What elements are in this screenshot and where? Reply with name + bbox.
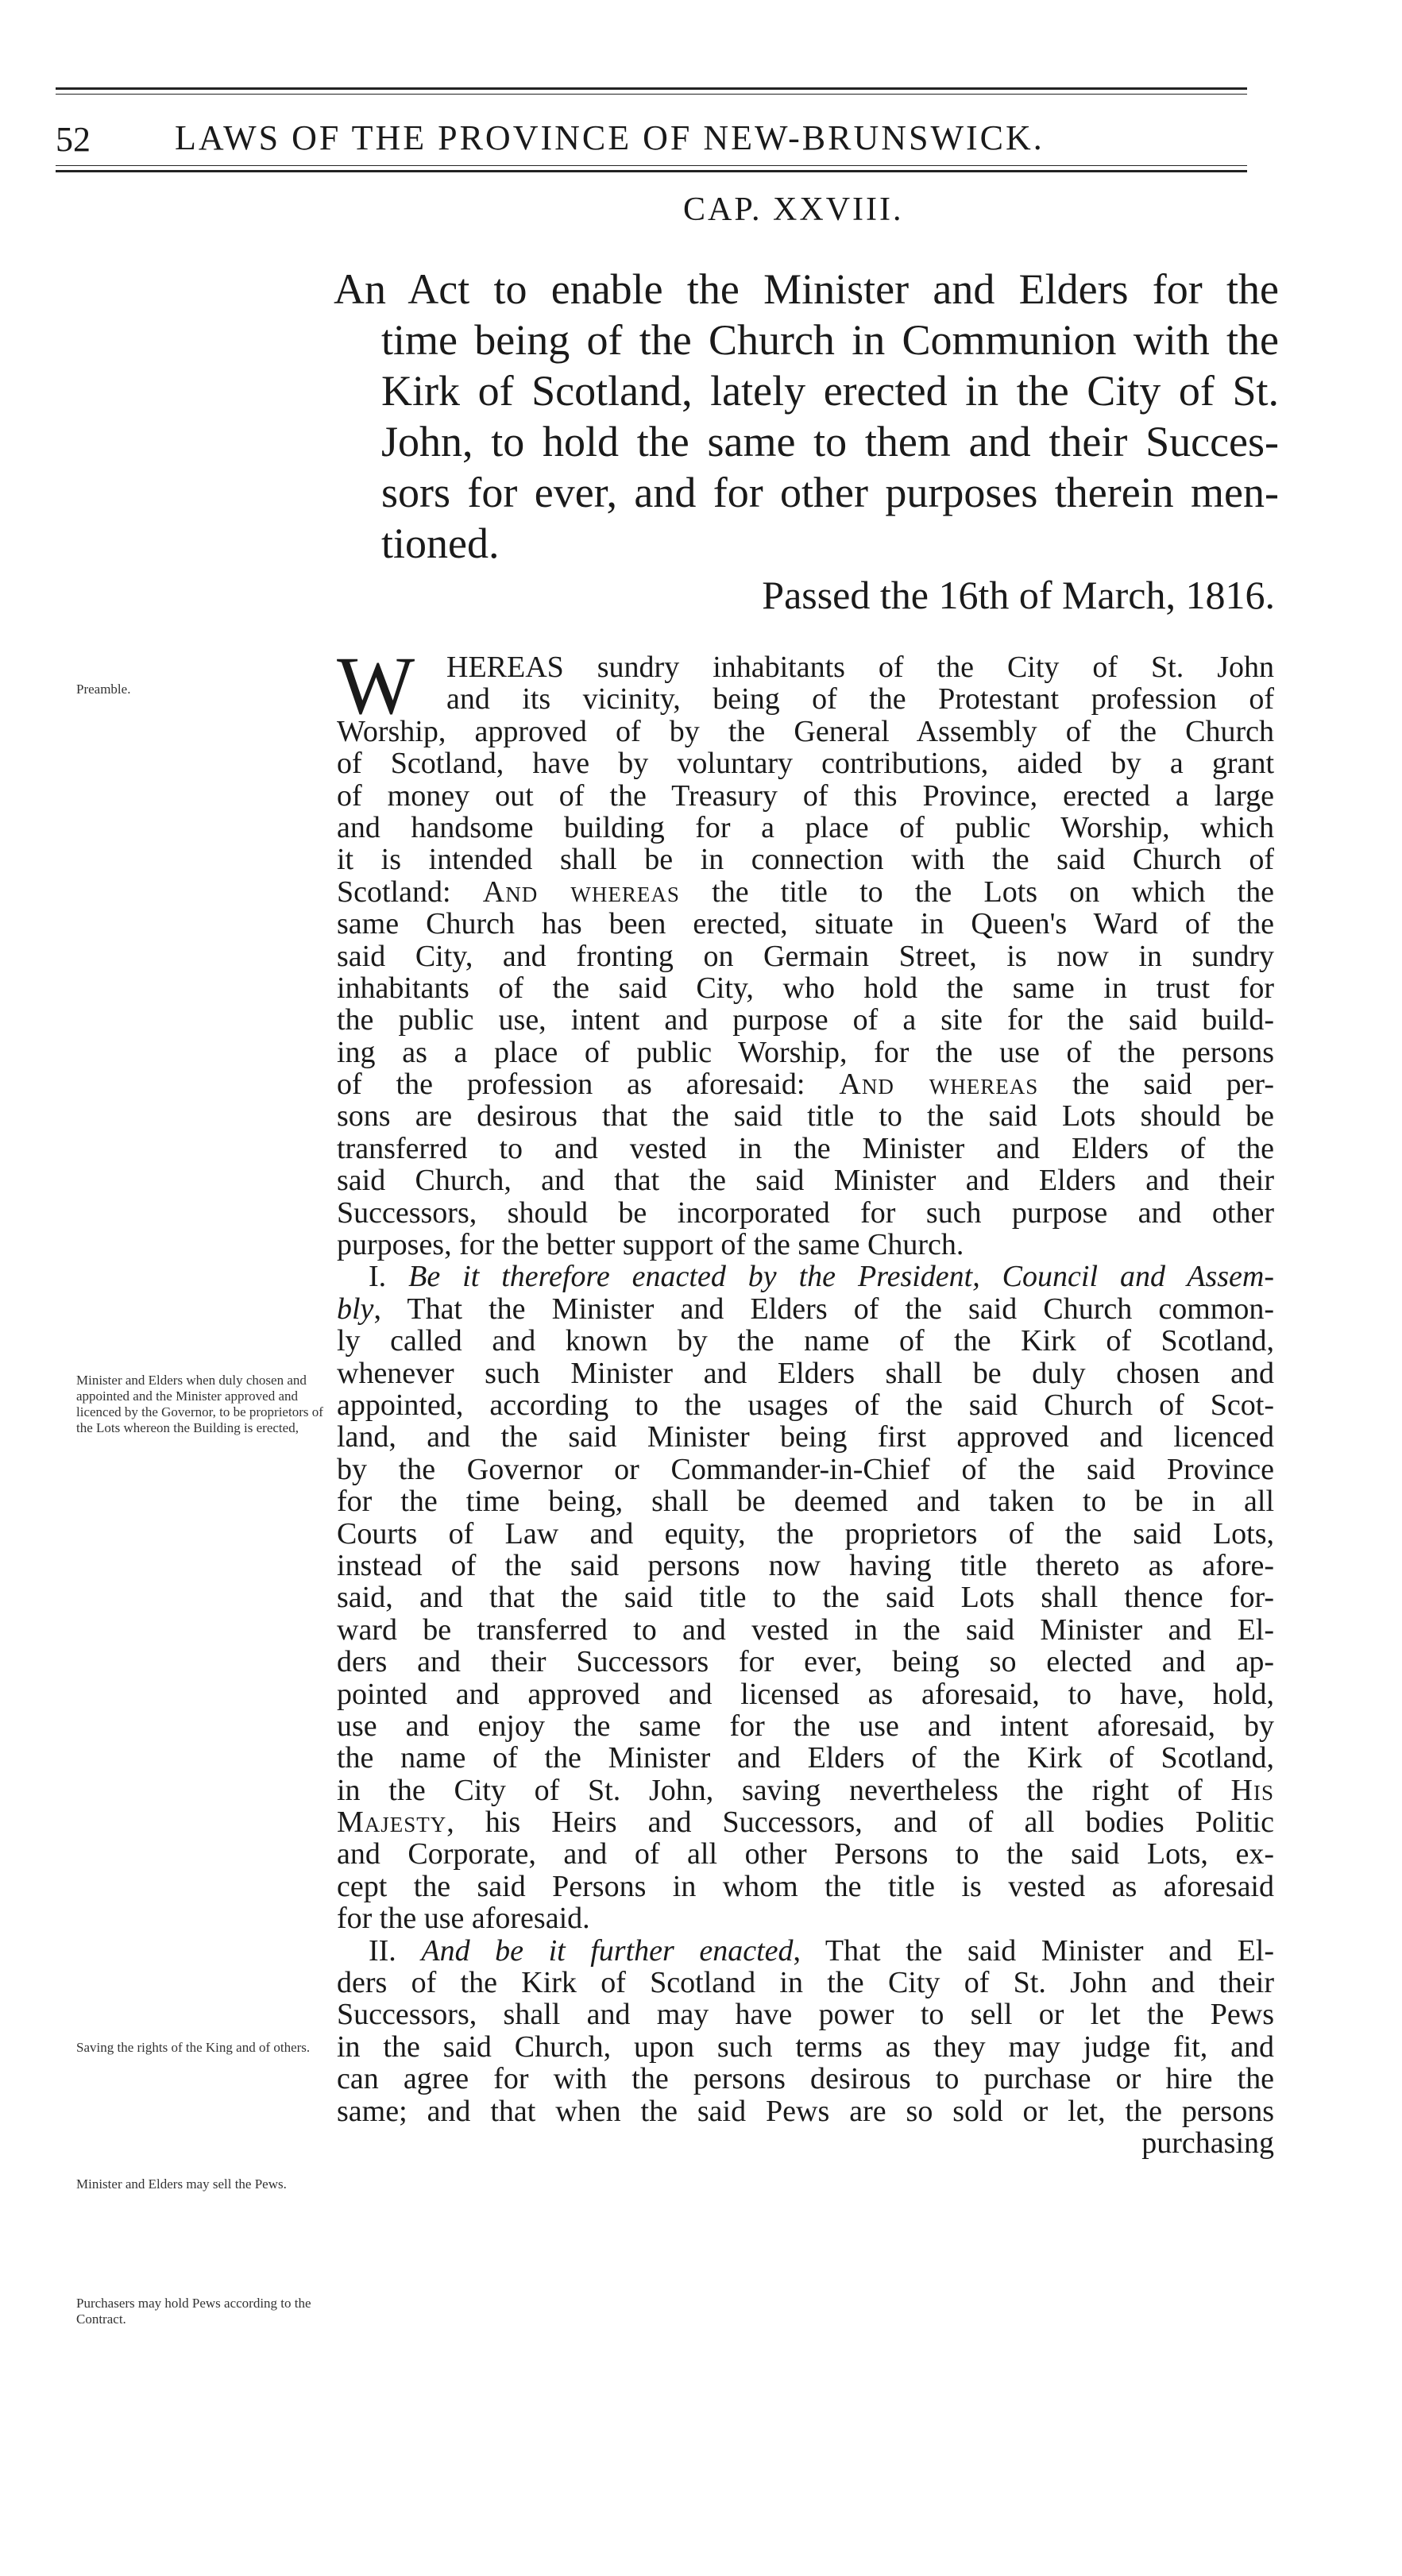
body-line: in the City of St. John, saving nevertheless the right of His <box>337 1774 1274 1807</box>
act-title-line: tioned. <box>381 519 500 567</box>
act-title-line: Kirk of Scotland, lately erected in the City of St. <box>381 367 1279 415</box>
body-line: for the use aforesaid. <box>337 1902 590 1935</box>
body-line: and handsome building for a place of public Worship, which <box>337 811 1274 844</box>
page-number: 52 <box>56 120 91 159</box>
body-line: ders and their Successors for ever, being so elected and ap- <box>337 1646 1274 1678</box>
body-line: pointed and approved and licensed as aforesaid, to have, hold, <box>337 1678 1274 1710</box>
body-line: ly called and known by the name of the Kirk of Scotland, <box>337 1325 1274 1358</box>
body-line: Courts of Law and equity, the proprietors of the said Lots, <box>337 1517 1274 1550</box>
body-line: same Church has been erected, situate in Queen's Ward of the <box>337 908 1274 940</box>
body-line: said, and that the said title to the said Lots shall thence for- <box>337 1582 1274 1614</box>
body-line: instead of the said persons now having title thereto as afore- <box>337 1549 1274 1582</box>
drop-cap: W <box>337 640 415 732</box>
body-line: Successors, should be incorporated for such purpose and other <box>337 1196 1274 1230</box>
body-line: use and enjoy the same for the use and intent aforesaid, by <box>337 1709 1274 1743</box>
running-head <box>56 87 1247 175</box>
body-line: Worship, approved of by the General Assembly of the Church <box>337 715 1274 748</box>
body-line: cept the said Persons in whom the title is vested as aforesaid <box>337 1870 1274 1903</box>
act-title <box>334 264 1279 569</box>
body-line: Majesty, his Heirs and Successors, and of all bodies Politic <box>337 1806 1274 1839</box>
body-line: of money out of the Treasury of this Province, erected a large <box>337 779 1274 812</box>
body-line: for the time being, shall be deemed and taken to be in all <box>337 1485 1274 1518</box>
body-line: HEREAS sundry inhabitants of the City of St. John <box>446 651 1274 684</box>
body-line: bly, That the Minister and Elders of the said Church common- <box>337 1292 1274 1326</box>
body-line: whenever such Minister and Elders shall be duly chosen and <box>337 1357 1274 1389</box>
act-title-line: time being of the Church in Communion with the <box>381 316 1279 364</box>
body-line: and its vicinity, being of the Protestant profession of <box>446 683 1274 716</box>
body-line: said City, and fronting on Germain Street, is now in sundry <box>337 940 1274 972</box>
body-line: I. Be it therefore enacted by the President, Council and Assem- <box>369 1261 1274 1293</box>
body-line: of the profession as aforesaid: And whereas the said per- <box>337 1068 1274 1101</box>
body-line: inhabitants of the said City, who hold the same in trust for <box>337 971 1274 1005</box>
act-title-line: sors for ever, and for other purposes therein men- <box>381 469 1279 516</box>
body-line: in the said Church, upon such terms as they may judge fit, and <box>337 2030 1274 2064</box>
margin-note-sell-pews: Minister and Elders may sell the Pews. <box>76 2176 287 2192</box>
margin-note-preamble: Preamble. <box>76 682 131 697</box>
margin-note-saving-rights: Saving the rights of the King and of others. <box>76 2040 311 2055</box>
body-line: land, and the said Minister being first approved and licenced <box>337 1421 1274 1454</box>
body-line: it is intended shall be in connection with the said Church of <box>337 844 1274 876</box>
body-line: ders of the Kirk of Scotland in the City of St. John and their <box>337 1967 1274 1999</box>
top-rule <box>56 87 1247 90</box>
body-line: sons are desirous that the said title to the said Lots should be <box>337 1100 1274 1133</box>
act-body <box>337 651 1274 2159</box>
body-line: purchasing <box>1141 2126 1274 2160</box>
body-line: Successors, shall and may have power to sell or let the Pews <box>337 1999 1274 2031</box>
bottom-rule <box>56 170 1247 172</box>
body-line: purposes, for the better support of the same Church. <box>337 1229 964 1261</box>
body-line: transferred to and vested in the Minister and Elders of the <box>337 1132 1274 1165</box>
margin-note-minister-elders: Minister and Elders when duly chosen and appointed and the Minister approved and licenced by the Governor, to be proprietors of the Lots whereon the Building is erected, <box>76 1373 323 1435</box>
passed-date: Passed the 16th of March, 1816. <box>762 573 1275 617</box>
body-line: said Church, and that the said Minister and Elders and their <box>337 1164 1274 1197</box>
act-title-line: An Act to enable the Minister and Elders for the <box>334 265 1279 313</box>
body-line: ward be transferred to and vested in the said Minister and El- <box>337 1613 1274 1647</box>
body-line: the name of the Minister and Elders of the Kirk of Scotland, <box>337 1742 1274 1775</box>
body-line: appointed, according to the usages of the said Church of Scot- <box>337 1388 1274 1422</box>
running-title: LAWS OF THE PROVINCE OF NEW-BRUNSWICK. <box>175 118 1045 157</box>
body-line: the public use, intent and purpose of a site for the said build- <box>337 1004 1274 1037</box>
body-line: II. And be it further enacted, That the said Minister and El- <box>369 1934 1274 1968</box>
body-line: Scotland: And whereas the title to the Lots on which the <box>337 875 1274 909</box>
body-line: ing as a place of public Worship, for the use of the persons <box>337 1036 1274 1069</box>
body-line: of Scotland, have by voluntary contributions, aided by a grant <box>337 747 1274 780</box>
body-line: same; and that when the said Pews are so sold or let, the persons <box>337 2095 1274 2127</box>
body-line: and Corporate, and of all other Persons to the said Lots, ex- <box>337 1838 1274 1871</box>
body-line: by the Governor or Commander-in-Chief of the said Province <box>337 1453 1274 1486</box>
act-title-line: John, to hold the same to them and their Succes- <box>381 418 1279 465</box>
body-line: can agree for with the persons desirous to purchase or hire the <box>337 2063 1274 2095</box>
margin-note-purchasers: Purchasers may hold Pews according to the Contract. <box>76 2296 311 2327</box>
top-rule-thin <box>56 94 1247 95</box>
chapter-heading: CAP. XXVIII. <box>683 191 904 228</box>
bottom-rule-thin <box>56 165 1247 166</box>
